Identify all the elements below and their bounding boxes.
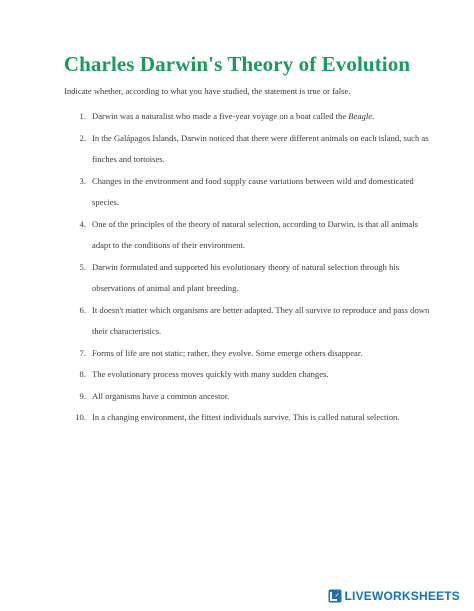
instructions-text: Indicate whether, according to what you have studied, the statement is true or false. [64, 86, 351, 96]
liveworksheets-logo[interactable] [328, 588, 460, 604]
statement-emphasis: Beagle [348, 111, 373, 121]
statement-number: 7. [79, 347, 86, 358]
statement-item [64, 128, 434, 171]
statement-text: Changes in the environment and food supply cause variations between wild and domesticated species. [92, 175, 414, 207]
page-title: Charles Darwin's Theory of Evolution [63, 52, 411, 76]
statement-number: 6. [79, 304, 86, 315]
statement-item [64, 364, 434, 386]
statement-number: 8. [79, 369, 86, 379]
statement-number: 3. [79, 175, 86, 186]
statement-number: 10. [75, 412, 86, 422]
statement-text: All organisms have a common ancestor. [92, 390, 230, 401]
liveworksheets-logo-icon [328, 589, 342, 603]
statement-text: Darwin was a naturalist who made a five-year voyage on a boat called the Beagle. [92, 111, 375, 121]
statement-number: 4. [79, 218, 86, 229]
statement-item [64, 214, 434, 257]
statement-text: The evolutionary process moves quickly with many sudden changes. [92, 369, 329, 379]
statement-item [64, 257, 434, 300]
statement-text: In the Galápagos Islands, Darwin noticed that there were different animals on each island, such as finches and tortoises. [92, 132, 429, 164]
statement-item [64, 106, 434, 128]
brand-name: LIVEWORKSHEETS [344, 589, 460, 603]
statement-text: One of the principles of the theory of natural selection, according to Darwin, is that all animals adapt to the conditions of their environment. [92, 218, 418, 250]
statement-item [64, 171, 434, 214]
statement-item [64, 300, 434, 343]
statement-item [64, 386, 434, 408]
statement-item [64, 343, 434, 365]
statement-text: Darwin formulated and supported his evolutionary theory of natural selection through his observations of animal and plant breeding. [92, 261, 400, 293]
statement-number: 9. [79, 390, 86, 401]
statement-number: 5. [79, 261, 86, 272]
statement-list [64, 106, 434, 429]
statement-text: It doesn't matter which organisms are better adapted. They all survive to reproduce and pass down their characteristics. [92, 304, 430, 336]
statement-number: 2. [79, 132, 86, 143]
statement-text: Forms of life are not static; rather, they evolve. Some emerge others disappear. [92, 347, 363, 358]
statement-text: In a changing environment, the fittest individuals survive. This is called natural selection. [92, 412, 400, 422]
statement-item [64, 407, 434, 429]
statement-number: 1. [79, 111, 86, 121]
